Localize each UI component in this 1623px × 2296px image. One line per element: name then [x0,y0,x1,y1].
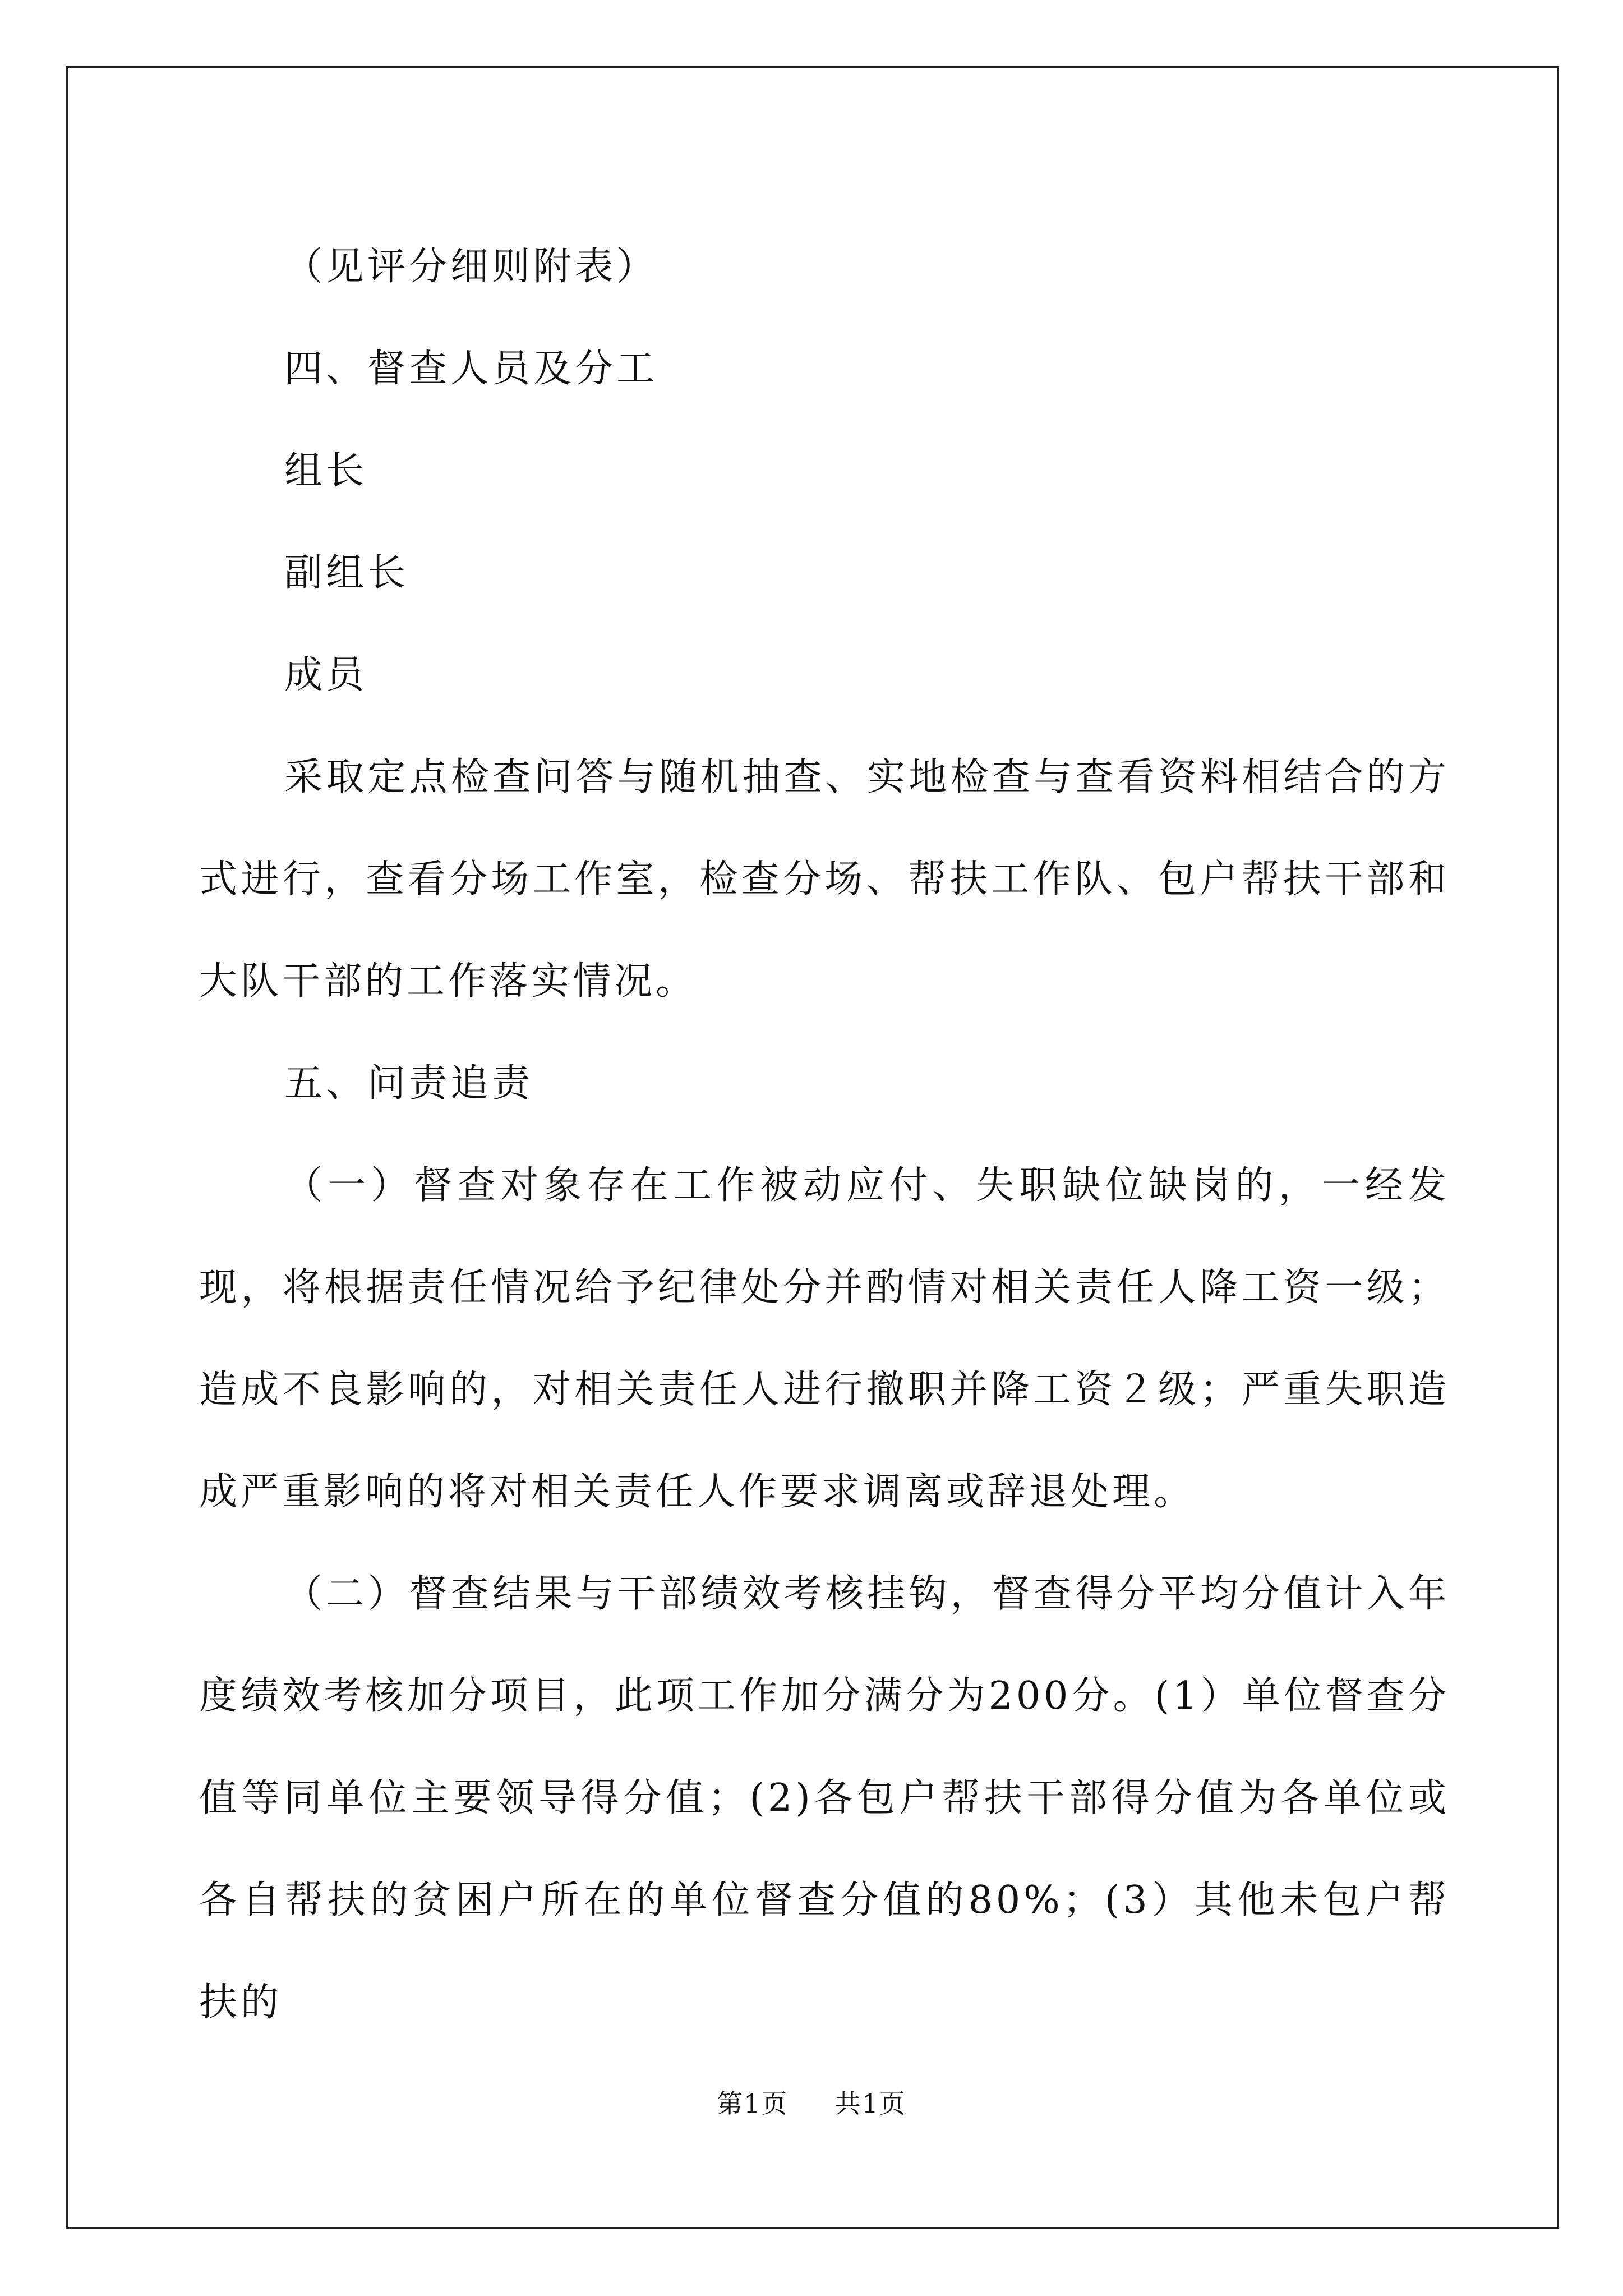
paragraph-team-leader: 组长 [284,449,368,493]
paragraph-accountability-one: （一）督查对象存在工作被动应付、失职缺位缺岗的，一经发现，将根据责任情况给予纪律处分并酌情对相关责任人降工资一级；造成不良影响的，对相关责任人进行撤职并降工资２级；严重失职造成严重影响的将对相关责任人作要求调离或辞退处理。 [199,1163,1450,1514]
paragraph-accountability-two: （二）督查结果与干部绩效考核挂钩，督查得分平均分值计入年度绩效考核加分项目，此项工作加分满分为200分。(1）单位督查分值等同单位主要领导得分值；(2)各包户帮扶干部得分值为各单位或各自帮扶的贫困户所在的单位督查分值的80%；(3）其他未包户帮扶的 [199,1572,1450,2024]
document-body [199,216,1450,2054]
page-number: 第1页 [717,2088,789,2119]
page-total: 共1页 [834,2088,906,2119]
paragraph-inspection-method: 采取定点检查问答与随机抽查、实地检查与查看资料相结合的方式进行，查看分场工作室，检查分场、帮扶工作队、包户帮扶干部和大队干部的工作落实情况。 [199,755,1450,1004]
paragraph-deputy-leader: 副组长 [284,551,409,595]
heading-section-five: 五、问责追责 [284,1061,534,1106]
paragraph-appendix-note: （见评分细则附表） [284,245,658,289]
page-footer [0,2087,1623,2120]
paragraph-members: 成员 [284,653,368,697]
heading-section-four: 四、督查人员及分工 [284,347,658,391]
